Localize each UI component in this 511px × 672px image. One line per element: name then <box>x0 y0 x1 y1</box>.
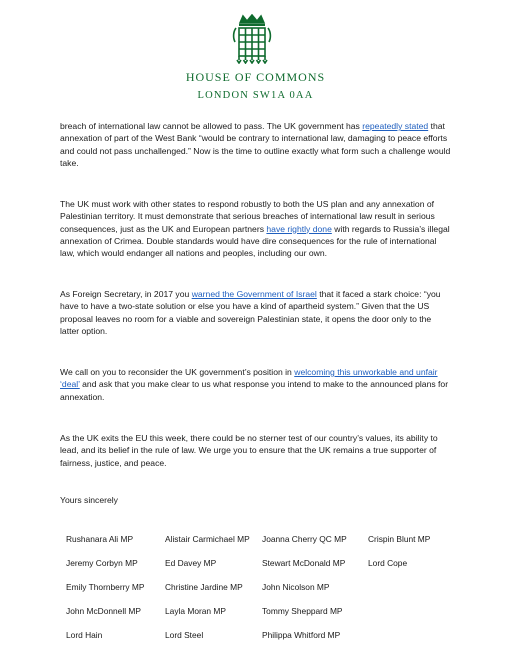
paragraph-2-text-b: with regards to Russia’s illegal annexation of Crimea. Double standards would have dire consequences for the rule of international law, which would endanger all nations and peoples, including our own. <box>60 223 450 259</box>
paragraph-5: As the UK exits the EU this week, there could be no sterner test of our country’s values, its ability to lead, and its belief in the rule of law. We urge you to ensure that the UK remains a true supporter of fairness, justice, and peace. <box>60 433 438 468</box>
paragraph-4-text-b: and ask that you make clear to us what response you intend to make to the announced plans for annexation. <box>60 379 449 402</box>
signatory: Joanna Cherry QC MP <box>262 534 347 544</box>
signatory: Stewart McDonald MP <box>262 558 346 568</box>
paragraph-1-text-a: breach of international law cannot be allowed to pass. The UK government has <box>60 121 363 131</box>
link-welcoming-deal[interactable]: welcoming this unworkable and unfair ‘deal’ <box>60 367 438 390</box>
paragraph-1 <box>60 120 452 169</box>
portcullis-icon <box>231 14 273 64</box>
signatory: Alistair Carmichael MP <box>165 534 250 544</box>
paragraph-3 <box>60 288 452 337</box>
closing-salutation: Yours sincerely <box>60 495 118 505</box>
paragraph-2 <box>60 198 452 259</box>
link-have-rightly-done[interactable]: have rightly done <box>266 223 332 234</box>
link-warned-israel[interactable]: warned the Government of Israel <box>191 289 317 299</box>
paragraph-4 <box>60 366 452 403</box>
signatory: Tommy Sheppard MP <box>262 606 343 616</box>
signatory: John McDonnell MP <box>66 606 141 616</box>
link-repeatedly-stated[interactable]: repeatedly stated <box>362 121 429 131</box>
signatory: Crispin Blunt MP <box>368 534 431 544</box>
paragraph-3-text-b: that it faced a stark choice: “you have to have a two-state solution or else you have a kind of apartheid system.” Given that the US proposal leaves no room for a viable and sovereign Palestinian state, it opens the door only to the latter option. <box>60 289 441 336</box>
signatory: Philippa Whitford MP <box>262 630 341 640</box>
letterhead-name: HOUSE OF COMMONS <box>185 70 326 84</box>
signatory: Christine Jardine MP <box>165 582 243 592</box>
signatory: Ed Davey MP <box>165 558 217 568</box>
paragraph-3-text-a: As Foreign Secretary, in 2017 you <box>60 289 192 299</box>
paragraph-1-text-b: that annexation of part of the West Bank “would be contrary to international law, damaging to peace efforts and could not pass unchallenged.” Now is the time to outline exactly what form such a challenge would take. <box>60 121 451 168</box>
signatory: John Nicolson MP <box>262 582 330 592</box>
paragraph-2-text-a: The UK must work with other states to respond robustly to both the US plan and any annexation of Palestinian territory. It must demonstrate that serious breaches of international law result in serious consequences, just as the UK and European partners <box>60 199 435 234</box>
signatory: Lord Steel <box>165 630 204 640</box>
letterhead-address: LONDON SW1A 0AA <box>197 90 314 101</box>
signatory: Jeremy Corbyn MP <box>66 558 138 568</box>
signatory: Emily Thornberry MP <box>66 582 145 592</box>
signatory: Layla Moran MP <box>165 606 226 616</box>
signatory: Lord Hain <box>66 630 103 640</box>
signatory: Lord Cope <box>368 558 408 568</box>
signatory: Rushanara Ali MP <box>66 534 134 544</box>
paragraph-4-text-a: We call on you to reconsider the UK government’s position in <box>60 367 295 377</box>
